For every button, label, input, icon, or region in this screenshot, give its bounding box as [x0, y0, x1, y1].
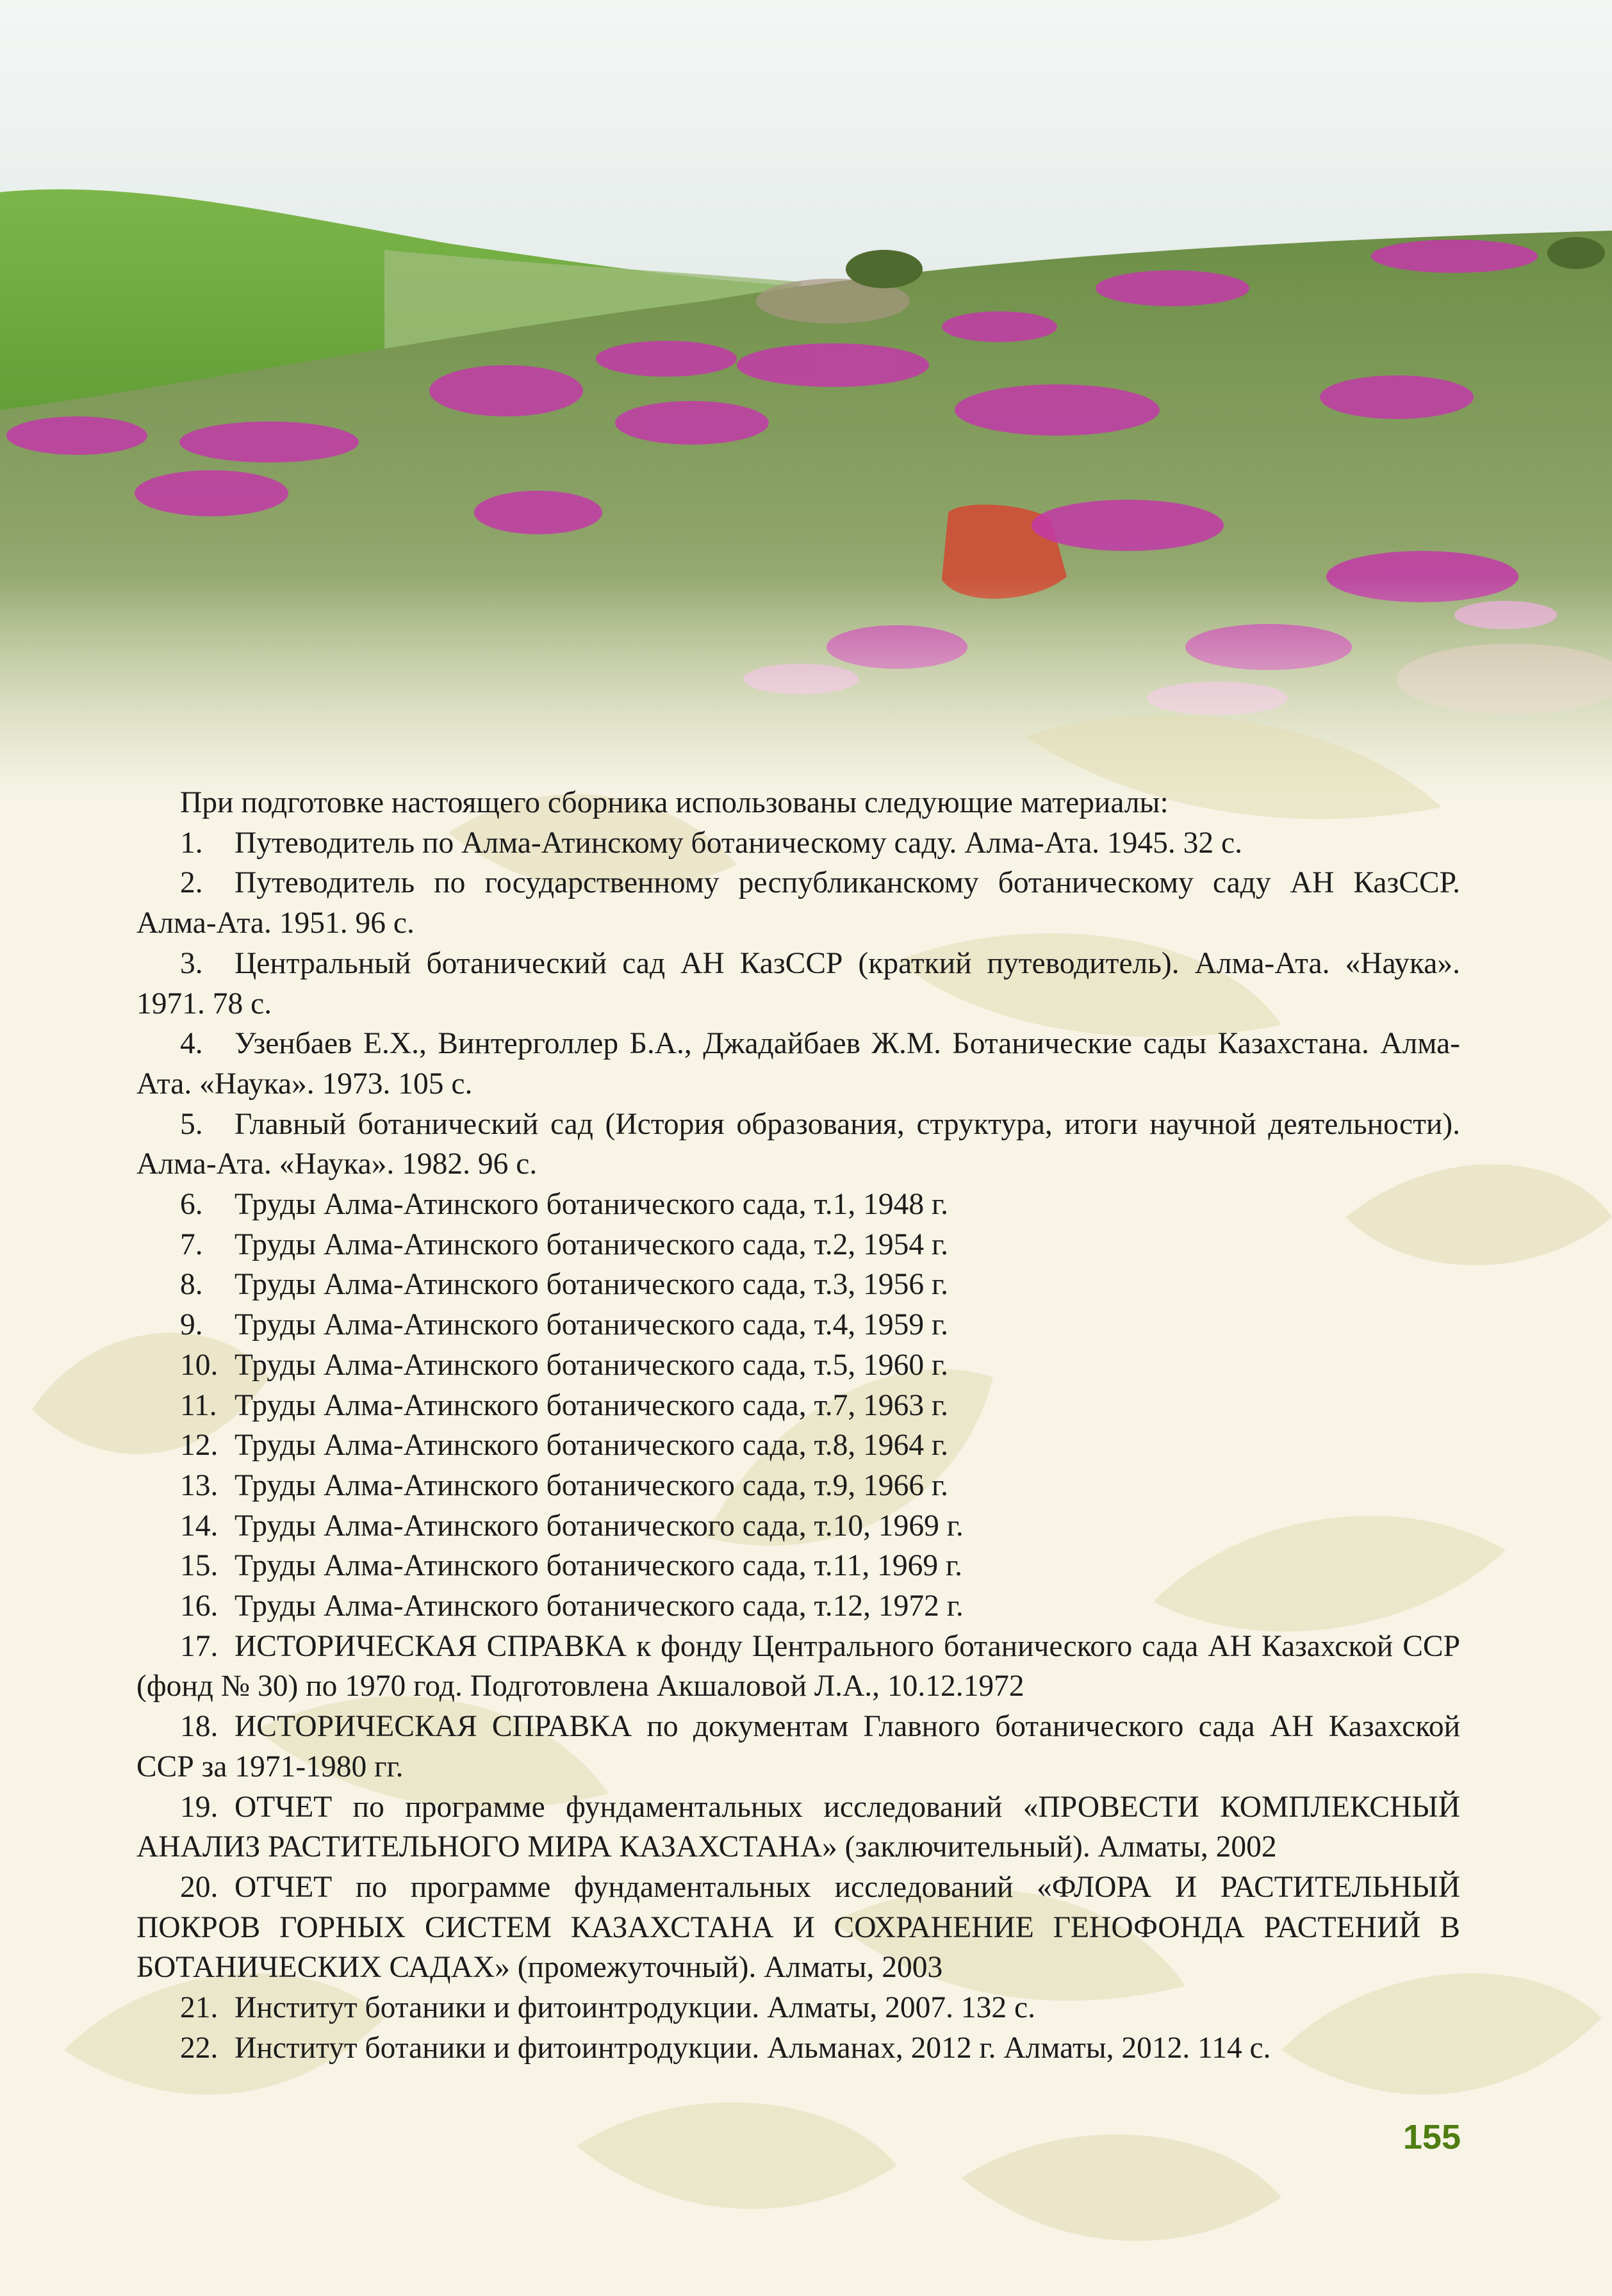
reference-text: ОТЧЕТ по программе фундаментальных исследований «ПРОВЕСТИ КОМПЛЕКСНЫЙ АНАЛИЗ РАСТИТЕЛЬНОГО МИРА КАЗАХСТАНА» (заключительный). Алматы, 2002 — [136, 1790, 1460, 1864]
reference-number: 2. — [180, 866, 203, 900]
reference-number: 17. — [180, 1629, 218, 1663]
reference-text: Труды Алма-Атинского ботанического сада, т.8, 1964 г. — [234, 1429, 948, 1463]
reference-number: 18. — [180, 1710, 218, 1744]
reference-number: 12. — [180, 1429, 218, 1463]
reference-number: 21. — [180, 1991, 218, 2025]
reference-item — [136, 1305, 1460, 1345]
reference-text: ИСТОРИЧЕСКАЯ СПРАВКА к фонду Центрального ботанического сада АН Казахской ССР (фонд № 30) по 1970 год. Подготовлена Акшаловой Л.А., 10.12.1972 — [136, 1629, 1460, 1703]
reference-text: Труды Алма-Атинского ботанического сада, т.3, 1956 г. — [234, 1268, 948, 1302]
reference-text: Институт ботаники и фитоинтродукции. Альманах, 2012 г. Алматы, 2012. 114 с. — [234, 2031, 1271, 2065]
reference-number: 13. — [180, 1468, 218, 1502]
reference-item — [136, 1265, 1460, 1305]
reference-text: Главный ботанический сад (История образования, структура, итоги научной деятельности). Алма-Ата. «Наука». 1982. 96 с. — [136, 1107, 1460, 1181]
reference-number: 3. — [180, 946, 203, 980]
reference-item — [136, 1627, 1460, 1707]
reference-text: Труды Алма-Атинского ботанического сада, т.10, 1969 г. — [234, 1509, 964, 1543]
reference-number: 19. — [180, 1790, 218, 1824]
reference-item — [136, 1225, 1460, 1265]
reference-number: 1. — [180, 826, 203, 860]
reference-item — [136, 944, 1460, 1024]
reference-number: 16. — [180, 1589, 218, 1623]
reference-text: Труды Алма-Атинского ботанического сада, т.12, 1972 г. — [234, 1589, 964, 1623]
page-number: 155 — [1402, 2118, 1461, 2156]
references-list — [136, 783, 1460, 2069]
reference-item — [136, 2028, 1460, 2069]
reference-item — [136, 1867, 1460, 1988]
intro-paragraph: При подготовке настоящего сборника использованы следующие материалы: — [180, 786, 1169, 819]
reference-text: ОТЧЕТ по программе фундаментальных исследований «ФЛОРА И РАСТИТЕЛЬНЫЙ ПОКРОВ ГОРНЫХ СИСТЕМ КАЗАХСТАНА И СОХРАНЕНИЕ ГЕНОФОНДА РАСТЕНИЙ В БОТАНИЧЕСКИХ САДАХ» (промежуточный). Алматы, 2003 — [136, 1870, 1460, 1985]
reference-number: 20. — [180, 1870, 218, 1904]
reference-item — [136, 1988, 1460, 2028]
reference-text: Труды Алма-Атинского ботанического сада, т.2, 1954 г. — [234, 1227, 948, 1261]
reference-items — [136, 823, 1460, 2069]
reference-number: 6. — [180, 1188, 203, 1222]
reference-item — [136, 1104, 1460, 1185]
reference-text: ИСТОРИЧЕСКАЯ СПРАВКА по документам Главного ботанического сада АН Казахской ССР за 1971-1980 гг. — [136, 1710, 1460, 1784]
reference-item — [136, 1024, 1460, 1104]
reference-number: 15. — [180, 1549, 218, 1583]
reference-text: Путеводитель по Алма-Атинскому ботаническому саду. Алма-Ата. 1945. 32 с. — [234, 826, 1243, 860]
reference-number: 5. — [180, 1107, 203, 1141]
reference-number: 9. — [180, 1308, 203, 1342]
reference-item — [136, 1185, 1460, 1225]
reference-text: Труды Алма-Атинского ботанического сада, т.4, 1959 г. — [234, 1308, 948, 1342]
reference-text: Труды Алма-Атинского ботанического сада, т.1, 1948 г. — [234, 1188, 948, 1222]
reference-number: 4. — [180, 1027, 203, 1061]
reference-text: Труды Алма-Атинского ботанического сада, т.9, 1966 г. — [234, 1468, 948, 1502]
reference-text: Труды Алма-Атинского ботанического сада, т.7, 1963 г. — [234, 1388, 948, 1422]
reference-number: 7. — [180, 1227, 203, 1261]
reference-item — [136, 1425, 1460, 1466]
reference-number: 10. — [180, 1348, 218, 1382]
reference-item — [136, 1586, 1460, 1627]
reference-item — [136, 1787, 1460, 1867]
reference-text: Институт ботаники и фитоинтродукции. Алматы, 2007. 132 с. — [234, 1991, 1035, 2025]
reference-number: 8. — [180, 1268, 203, 1302]
reference-text: Центральный ботанический сад АН КазССР (краткий путеводитель). Алма-Ата. «Наука». 1971. 78 с. — [136, 946, 1460, 1021]
reference-text: Труды Алма-Атинского ботанического сада, т.5, 1960 г. — [234, 1348, 948, 1382]
reference-number: 22. — [180, 2031, 218, 2065]
reference-item — [136, 1345, 1460, 1386]
reference-number: 14. — [180, 1509, 218, 1543]
reference-item — [136, 1707, 1460, 1787]
reference-item — [136, 1506, 1460, 1546]
reference-number: 11. — [180, 1388, 217, 1422]
reference-item — [136, 1466, 1460, 1506]
reference-item — [136, 863, 1460, 943]
reference-item — [136, 1546, 1460, 1586]
reference-text: Труды Алма-Атинского ботанического сада, т.11, 1969 г. — [234, 1549, 962, 1583]
reference-text: Путеводитель по государственному республиканскому ботаническому саду АН КазССР. Алма-Ата. 1951. 96 с. — [136, 866, 1460, 940]
reference-item — [136, 1386, 1460, 1426]
reference-text: Узенбаев Е.Х., Винтерголлер Б.А., Джадайбаев Ж.М. Ботанические сады Казахстана. Алма-Ата. «Наука». 1973. 105 с. — [136, 1027, 1460, 1101]
reference-item — [136, 823, 1460, 864]
